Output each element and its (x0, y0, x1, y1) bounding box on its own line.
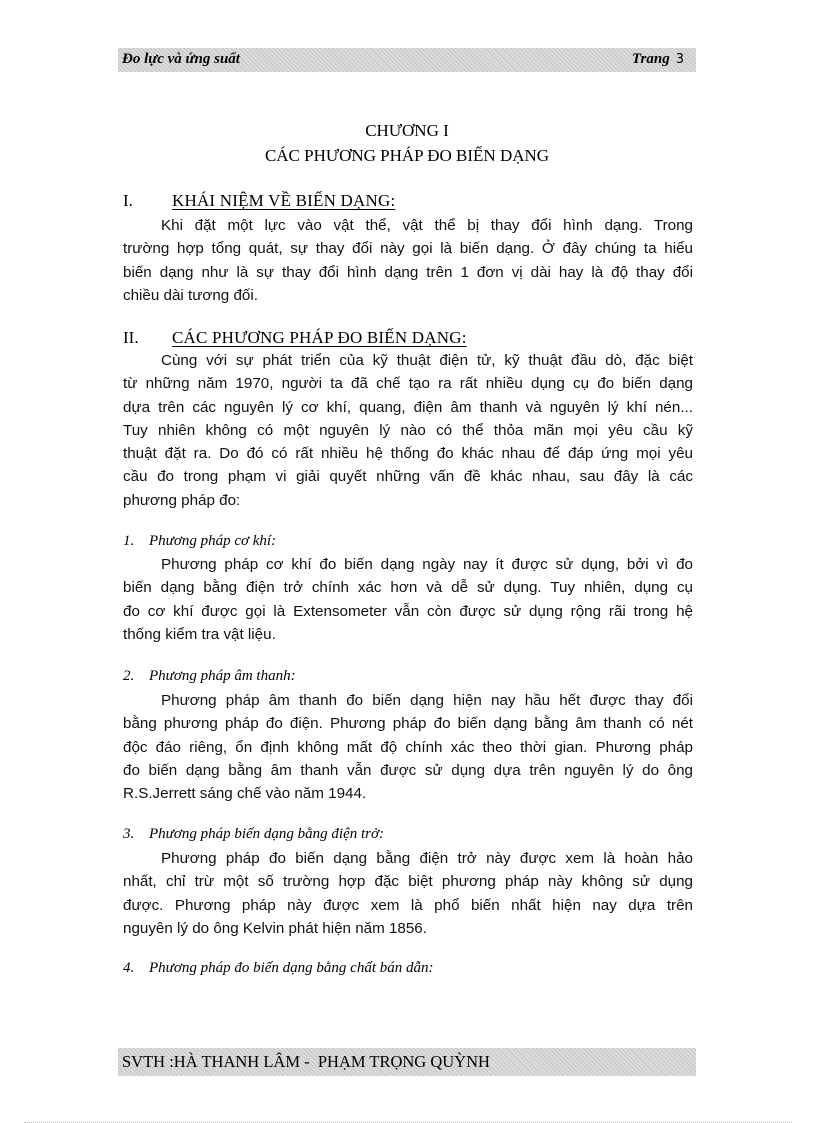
paragraph-line: dựa trên các nguyên lý cơ khí, quang, điện âm thanh và nguyên lý khí nén... (123, 398, 693, 416)
section-title: CÁC PHƯƠNG PHÁP ĐO BIẾN DẠNG: (172, 328, 467, 347)
paragraph-line: trường hợp tổng quát, sự thay đổi này gọi là biến dạng. Ở đây chúng ta hiểu (123, 240, 693, 258)
paragraph-line: thuật đặt ra. Do đó có rất nhiều hệ thống đo khác nhau để đáp ứng mọi yêu (123, 445, 693, 463)
section-title: KHÁI NIỆM VỀ BIẾN DẠNG: (172, 191, 396, 210)
paragraph (123, 847, 693, 940)
chapter-number: CHƯƠNG I (365, 121, 449, 140)
method-heading (123, 668, 296, 685)
paragraph (123, 553, 693, 646)
page-header (118, 48, 696, 72)
paragraph-line: được. Phương pháp này được xem là phổ biến nhất hiện nay dựa trên (123, 896, 693, 914)
method-heading (123, 826, 384, 843)
chapter-title: CÁC PHƯƠNG PHÁP ĐO BIẾN DẠNG (264, 146, 550, 165)
section-heading (123, 328, 467, 348)
paragraph-line: Phương pháp cơ khí đo biến dạng ngày nay ít được sử dụng, bởi vì đo (161, 556, 693, 573)
method-title: Phương pháp đo biến dạng bằng chất bán dẫn: (149, 960, 434, 976)
header-title: Đo lực và ứng suất (122, 51, 240, 67)
paragraph-line: bằng phương pháp đo điện. Phương pháp đo biến dạng bằng âm thanh có nét (123, 715, 693, 733)
section-number: II. (123, 328, 139, 347)
method-number: 1. (123, 533, 135, 549)
method-number: 3. (123, 826, 135, 842)
paragraph-line: thống kiểm tra vật liệu. (123, 625, 276, 643)
paragraph (123, 214, 693, 307)
footer-authors: SVTH :HÀ THANH LÂM - PHẠM TRỌNG QUỲNH (122, 1052, 490, 1071)
method-title: Phương pháp cơ khí: (149, 533, 277, 549)
paragraph-line: biến dạng bằng điện trở chính xác hơn và dễ sử dụng. Tuy nhiên, dụng cụ (123, 579, 693, 597)
header-page-number: 3 (675, 52, 684, 67)
paragraph-line: phương pháp đo: (123, 491, 241, 509)
method-number: 4. (123, 960, 135, 976)
paragraph-line: độc đáo riêng, ổn định không mất độ chính xác theo thời gian. Phương pháp (123, 738, 693, 756)
section-heading (123, 191, 395, 211)
paragraph-line: đo cơ khí được gọi là Extensometer vẫn còn được sử dụng rộng rãi trong hệ (123, 602, 693, 620)
method-heading (123, 960, 434, 977)
paragraph (123, 689, 693, 805)
paragraph-line: từ những năm 1970, người ta đã chế tạo ra rất nhiều dụng cụ đo biến dạng (123, 375, 693, 393)
paragraph-line: chiều dài tương đối. (123, 286, 258, 304)
paragraph-line: nguyên lý do ông Kelvin phát hiện năm 1856. (123, 919, 427, 937)
method-heading (123, 533, 276, 550)
paragraph-line: Tuy nhiên không có một nguyên lý nào có thể thỏa mãn mọi yêu cầu kỹ (123, 421, 693, 439)
method-title: Phương pháp âm thanh: (149, 668, 296, 684)
header-page-info (632, 51, 684, 68)
paragraph-line: cầu đo trong phạm vi giải quyết những vấn đề khác nhau, sau đây là các (123, 468, 693, 486)
paragraph-line: Phương pháp âm thanh đo biến dạng hiện nay hầu hết được thay đổi (161, 692, 693, 709)
section-number: I. (123, 191, 133, 210)
method-title: Phương pháp biến dạng bằng điện trở: (149, 826, 385, 842)
paragraph-line: Khi đặt một lực vào vật thể, vật thể bị thay đổi hình dạng. Trong (161, 217, 693, 234)
paragraph-line: nhất, chỉ trừ một số trường hợp đặc biệt phương pháp này không sử dụng (123, 873, 693, 891)
paragraph-line: R.S.Jerrett sáng chế vào năm 1944. (123, 785, 367, 803)
paragraph-line: Cùng với sự phát triển của kỹ thuật điện tử, kỹ thuật đầu dò, đặc biệt (161, 352, 693, 369)
paragraph (123, 349, 693, 512)
header-page-label: Trang (631, 51, 670, 67)
page-footer (118, 1048, 696, 1076)
paragraph-line: biến dạng như là sự thay đổi hình dạng trên 1 đơn vị dài hay là độ thay đổi (123, 263, 693, 281)
paragraph-line: đo biến dạng bằng âm thanh vẫn được sử dụng dựa trên nguyên lý do ông (123, 761, 693, 779)
paragraph-line: Phương pháp đo biến dạng bằng điện trở này được xem là hoàn hảo (161, 850, 693, 867)
method-number: 2. (123, 668, 135, 684)
